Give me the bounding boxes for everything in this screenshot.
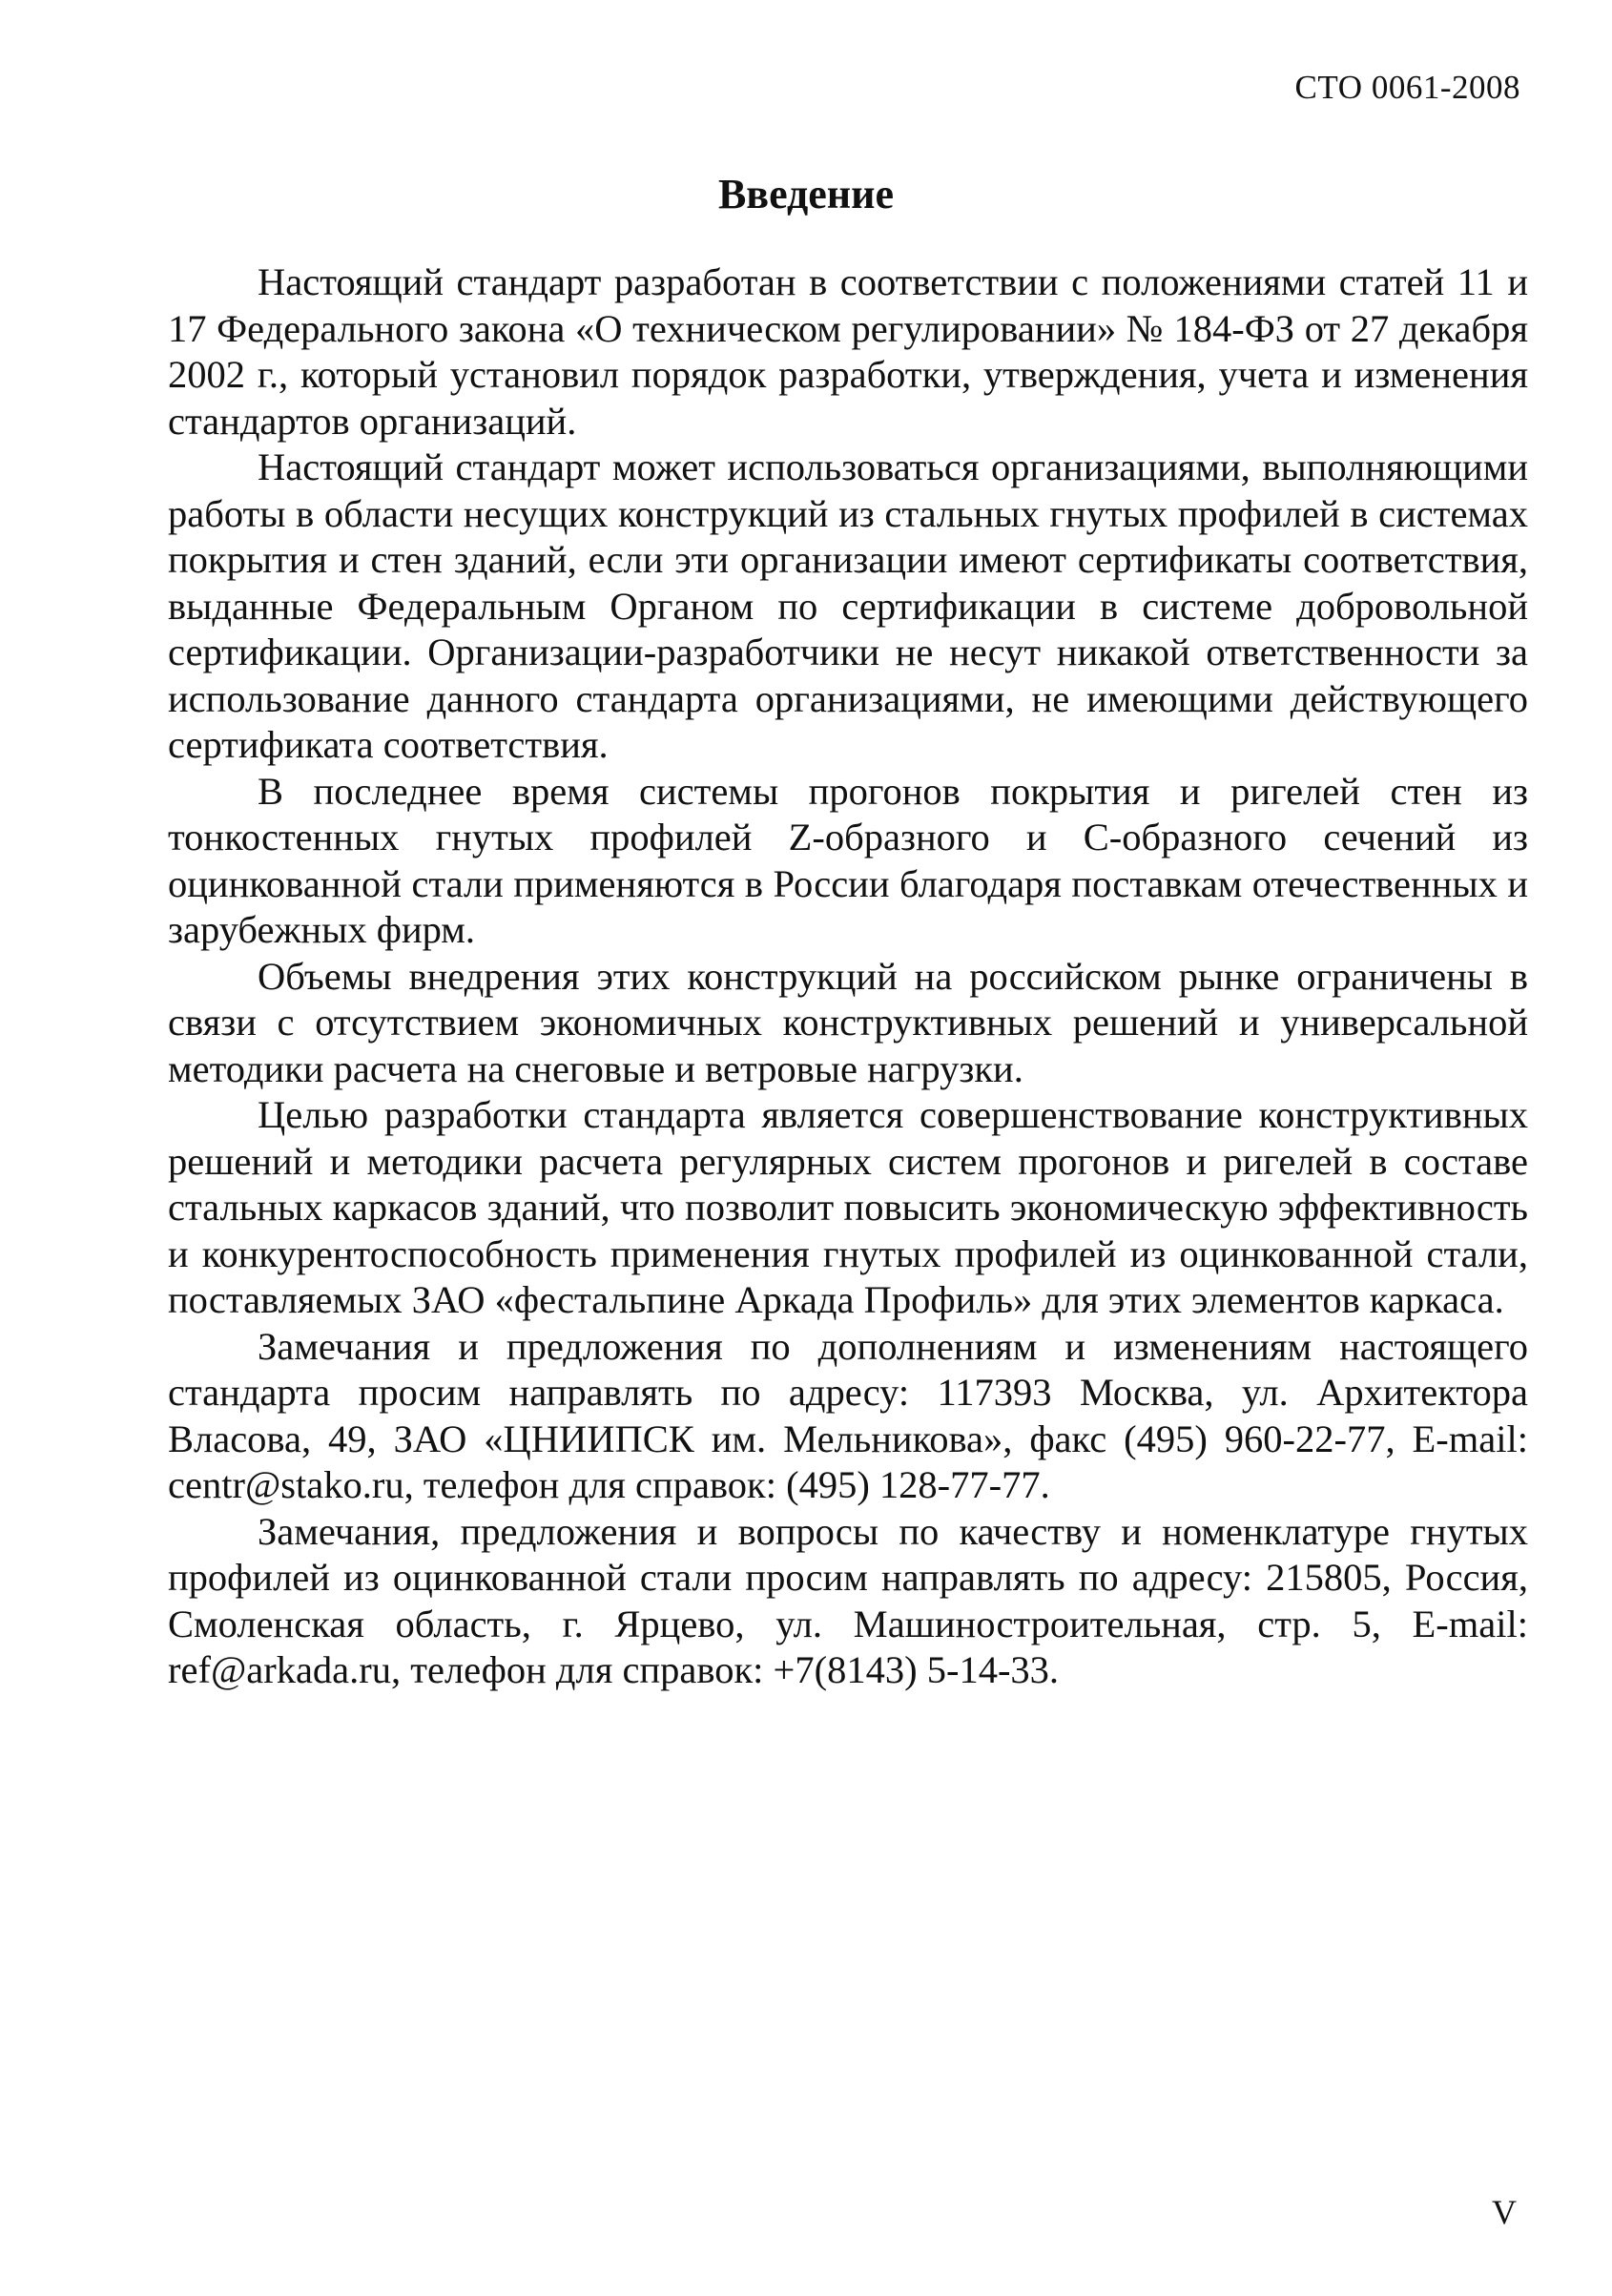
paragraph-market-limits: Объемы внедрения этих конструкций на российском рынке ограничены в связи с отсутствием экономичных конструктивных решений и универсальной методики расчета на снеговые и ветровые нагрузки. [168, 954, 1528, 1090]
section-title: Введение [717, 171, 895, 217]
paragraph-legal-basis: Настоящий стандарт разработан в соответствии с положениями статей 11 и 17 Федерального закона «О техническом регулировании» № 184-ФЗ от 27 декабря 2002 г., который установил порядок разработки, утверждения, учета и изменения стандартов организаций. [168, 260, 1528, 443]
paragraph-contact-arkada: Замечания, предложения и вопросы по качеству и номенклатуре гнутых профилей из оцинкованной стали просим направлять по адресу: 215805, Россия, Смоленская область, г. Ярцево, ул. Машиностроительная, стр. 5, E-mail: ref@arkada.ru, телефон для справок: +7(8143) 5-14-33. [168, 1509, 1528, 1691]
paragraph-contact-tsniipsk: Замечания и предложения по дополнениям и изменениям настоящего стандарта просим направлять по адресу: 117393 Москва, ул. Архитектора Власова, 49, ЗАО «ЦНИИПСК им. Мельникова», факс (495) 960-22-77, E-mail: centr@stako.ru, телефон для справок: (495) 128-77-77. [168, 1324, 1528, 1506]
paragraph-purpose: Целью разработки стандарта является совершенствование конструктивных решений и методики расчета регулярных систем прогонов и ригелей в составе стальных каркасов зданий, что позволит повысить экономическую эффективность и конкурентоспособность применения гнутых профилей из оцинкованной стали, поставляемых ЗАО «фестальпине Аркада Профиль» для этих элементов каркаса. [168, 1093, 1528, 1321]
paragraph-usage-conditions: Настоящий стандарт может использоваться организациями, выполняющими работы в области несущих конструкций из стальных гнутых профилей в системах покрытия и стен зданий, если эти организации имеют сертификаты соответствия, выданные Федеральным Органом по сертификации в системе добровольной сертификации. Организации-разработчики не несут никакой ответственности за использование данного стандарта организациями, не имеющими действующего сертификата соответствия. [168, 445, 1528, 766]
body-text [168, 259, 1528, 1694]
page-number: V [1492, 2193, 1517, 2231]
document-code: СТО 0061-2008 [1294, 69, 1520, 106]
paragraph-market-context: В последнее время системы прогонов покрытия и ригелей стен из тонкостенных гнутых профилей Z-образного и С-образного сечений из оцинкованной стали применяются в России благодаря поставкам отечественных и зарубежных фирм. [168, 769, 1528, 951]
